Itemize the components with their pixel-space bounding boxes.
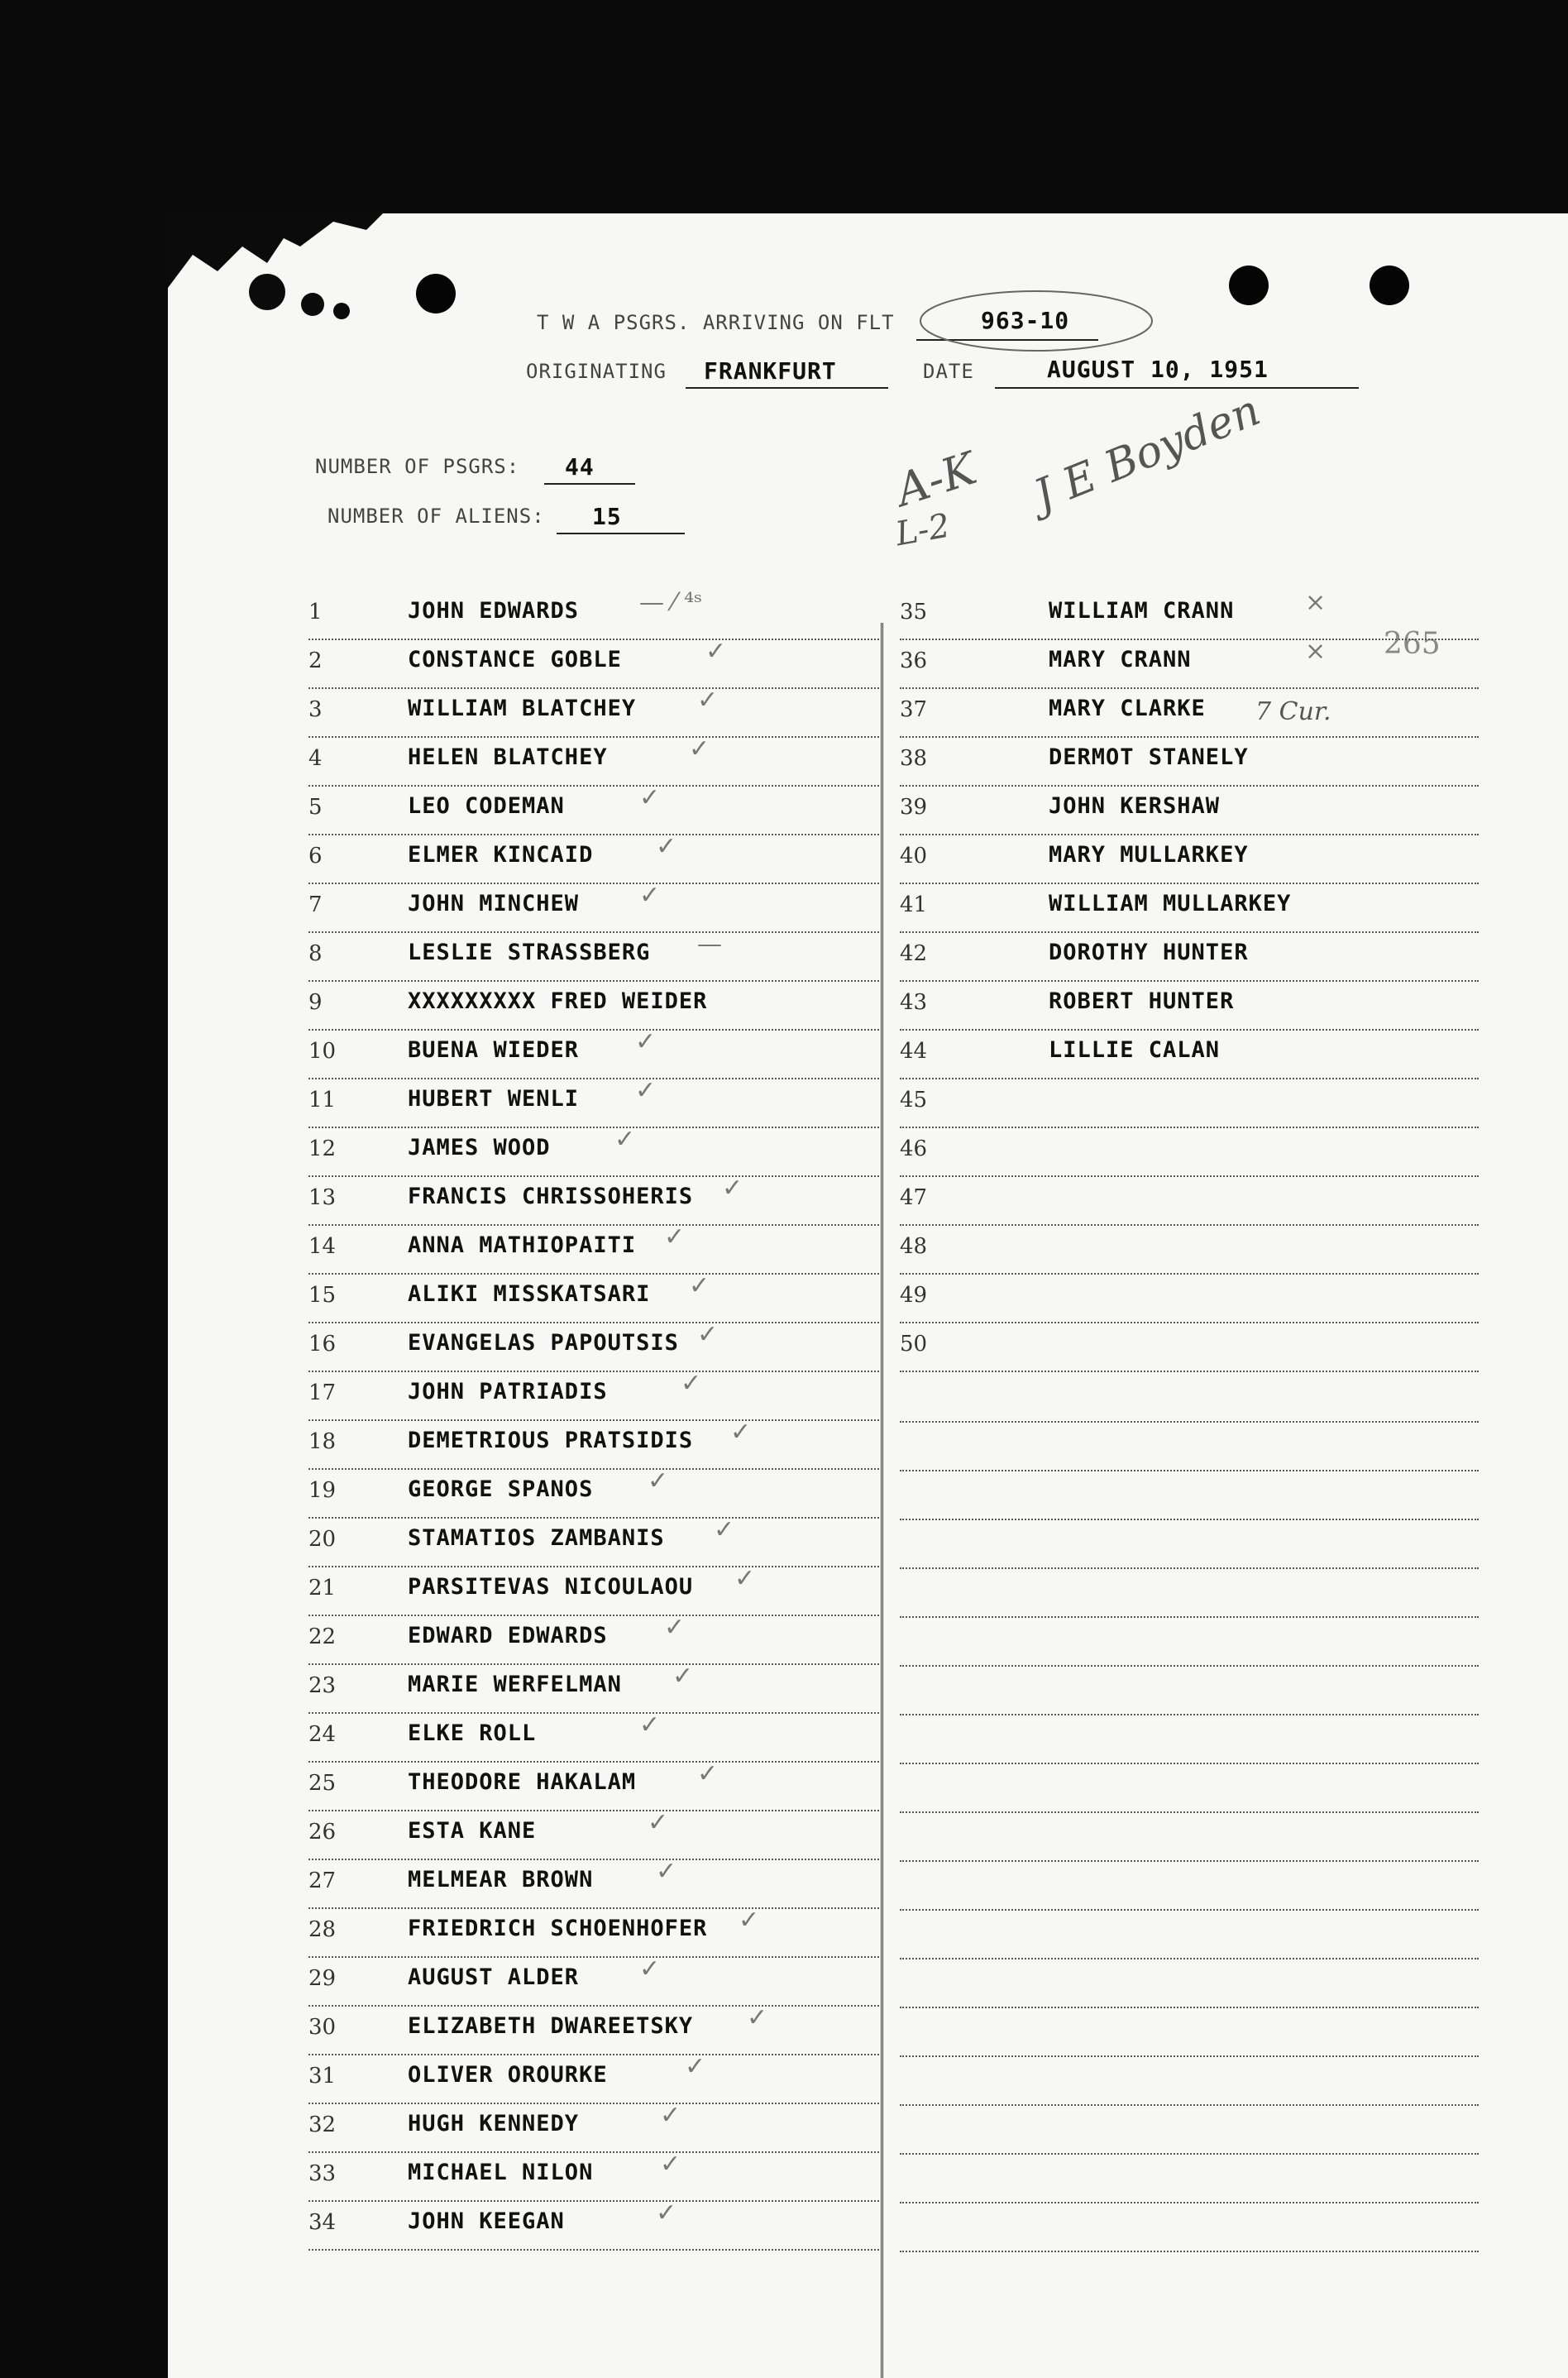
- blank-rule: [900, 2007, 1479, 2008]
- date-value: AUGUST 10, 1951: [1047, 356, 1269, 383]
- passenger-name: ANNA MATHIOPAITI: [408, 1232, 637, 1258]
- checkmark-icon: ✓: [722, 1174, 743, 1203]
- row-number: 47: [900, 1185, 928, 1210]
- passenger-name: PARSITEVAS NICOULAOU: [408, 1574, 694, 1600]
- passenger-name: ELMER KINCAID: [408, 842, 594, 868]
- blank-rule: [900, 1909, 1479, 1911]
- checkmark-icon: ×: [1305, 637, 1327, 666]
- table-row: [900, 1323, 1479, 1372]
- passenger-name: JOHN MINCHEW: [408, 891, 580, 916]
- row-number: 10: [308, 1039, 337, 1064]
- checkmark-icon: — ⁄ ⁴ˢ: [639, 588, 703, 617]
- row-number: 16: [308, 1332, 337, 1356]
- checkmark-icon: ✓: [697, 686, 719, 715]
- row-number: 25: [308, 1771, 337, 1796]
- passenger-name: FRANCIS CHRISSOHERIS: [408, 1184, 694, 1209]
- blank-rule: [900, 1860, 1479, 1862]
- table-row: [308, 1271, 879, 1323]
- date-label: DATE: [923, 360, 974, 383]
- table-row: [308, 2003, 879, 2055]
- row-number: 30: [308, 2015, 337, 2040]
- row-number: 19: [308, 1478, 337, 1503]
- table-row: [308, 2150, 879, 2202]
- checkmark-icon: ✓: [697, 1320, 719, 1349]
- checkmark-icon: ✓: [747, 2003, 768, 2032]
- passenger-name: MARIE WERFELMAN: [408, 1672, 622, 1697]
- checkmark-icon: ✓: [705, 637, 727, 666]
- table-row: [308, 686, 879, 738]
- checkmark-icon: ✓: [697, 1759, 719, 1788]
- row-rule: [900, 1371, 1479, 1372]
- passenger-name: STAMATIOS ZAMBANIS: [408, 1525, 665, 1551]
- checkmark-icon: ✓: [681, 1369, 702, 1398]
- table-row: [900, 787, 1479, 835]
- table-row: [900, 933, 1479, 982]
- checkmark-icon: ✓: [656, 2199, 677, 2227]
- passenger-name: DERMOT STANELY: [1049, 744, 1249, 770]
- passenger-name: ELIZABETH DWAREETSKY: [408, 2013, 694, 2039]
- table-row: [900, 1031, 1479, 1079]
- table-row: [900, 1226, 1479, 1275]
- table-row: [900, 982, 1479, 1031]
- row-number: 1: [308, 600, 323, 624]
- table-row: [308, 1125, 879, 1177]
- row-rule: [308, 2249, 879, 2251]
- table-row: [308, 1467, 879, 1519]
- checkmark-icon: ✓: [656, 832, 677, 861]
- checkmark-icon: ✓: [689, 734, 710, 763]
- handwritten-signature: J E Boyden: [1027, 385, 1268, 521]
- passenger-name: MARY MULLARKEY: [1049, 842, 1249, 868]
- handwritten-note-1: A-K: [889, 442, 982, 517]
- row-number: 48: [900, 1234, 928, 1259]
- table-row: [308, 1320, 879, 1372]
- table-row: [308, 1222, 879, 1275]
- row-number: 12: [308, 1136, 337, 1161]
- checkmark-icon: ✓: [660, 2150, 681, 2179]
- table-row: [900, 1275, 1479, 1323]
- table-row: [308, 1955, 879, 2007]
- passenger-name: ELKE ROLL: [408, 1720, 537, 1746]
- checkmark-icon: ✓: [689, 1271, 710, 1300]
- passenger-name: JOHN KEEGAN: [408, 2208, 565, 2234]
- passenger-name: THEODORE HAKALAM: [408, 1769, 637, 1795]
- row-number: 27: [308, 1868, 337, 1893]
- table-row: [900, 835, 1479, 884]
- passenger-name: LILLIE CALAN: [1049, 1037, 1221, 1063]
- table-row: [308, 637, 879, 689]
- checkmark-icon: ✓: [714, 1515, 735, 1544]
- passenger-name: CONSTANCE GOBLE: [408, 647, 622, 672]
- blank-rule: [900, 2104, 1479, 2106]
- row-number: 31: [308, 2064, 337, 2089]
- passenger-name: WILLIAM CRANN: [1049, 598, 1235, 624]
- psgrs-label: NUMBER OF PSGRS:: [315, 455, 520, 478]
- row-number: 18: [308, 1429, 337, 1454]
- checkmark-icon: ✓: [648, 1808, 669, 1837]
- punch-hole-mid: [1229, 266, 1269, 305]
- blank-rule: [900, 1616, 1479, 1618]
- passenger-name: MARY CRANN: [1049, 647, 1192, 672]
- table-row: [308, 2199, 879, 2251]
- table-row: [308, 930, 879, 982]
- blank-rule: [900, 1567, 1479, 1569]
- table-row: [308, 1369, 879, 1421]
- row-number: 41: [900, 892, 928, 917]
- row-number: 39: [900, 795, 928, 820]
- table-row: [900, 1177, 1479, 1226]
- table-row: [308, 2052, 879, 2104]
- row-number: 17: [308, 1380, 337, 1405]
- passenger-name: MARY CLARKE: [1049, 696, 1206, 721]
- table-row: [308, 1418, 879, 1470]
- row-number: 34: [308, 2210, 337, 2235]
- passenger-name: WILLIAM BLATCHEY: [408, 696, 637, 721]
- table-row: [900, 1128, 1479, 1177]
- passenger-name: HUBERT WENLI: [408, 1086, 580, 1112]
- table-row: [308, 1613, 879, 1665]
- row-number: 14: [308, 1234, 337, 1259]
- checkmark-icon: ✓: [656, 1857, 677, 1886]
- table-row: [900, 884, 1479, 933]
- row-number: 8: [308, 941, 323, 966]
- passenger-name: ESTA KANE: [408, 1818, 537, 1844]
- checkmark-icon: ✓: [639, 881, 661, 910]
- passenger-name: FRIEDRICH SCHOENHOFER: [408, 1916, 708, 1941]
- passenger-name: MICHAEL NILON: [408, 2160, 594, 2185]
- table-row: [308, 1857, 879, 1909]
- aliens-underline: [557, 533, 685, 534]
- passenger-name: BUENA WIEDER: [408, 1037, 580, 1063]
- checkmark-icon: ✓: [639, 1955, 661, 1983]
- row-number: 23: [308, 1673, 337, 1698]
- row-number: 35: [900, 600, 928, 624]
- row-number: 42: [900, 941, 928, 966]
- row-number: 7: [308, 892, 323, 917]
- checkmark-icon: ✓: [635, 1027, 657, 1056]
- table-row: [308, 2101, 879, 2153]
- row-number: 49: [900, 1283, 928, 1308]
- flight-circle: [912, 284, 1160, 358]
- row-number: 43: [900, 990, 928, 1015]
- table-row: [308, 1027, 879, 1079]
- table-row: [308, 1662, 879, 1714]
- table-row: [900, 738, 1479, 787]
- passenger-name: XXXXXXXXX FRED WEIDER: [408, 988, 708, 1014]
- table-row: [308, 588, 879, 640]
- row-number: 3: [308, 697, 323, 722]
- blank-rule: [900, 2055, 1479, 2057]
- column-divider: [881, 623, 883, 2378]
- blank-rule: [900, 2202, 1479, 2203]
- page-stamp-number: 265: [1384, 627, 1441, 661]
- row-number: 15: [308, 1283, 337, 1308]
- torn-corner: [168, 213, 383, 362]
- passenger-name: EVANGELAS PAPOUTSIS: [408, 1330, 679, 1356]
- row-number: 24: [308, 1722, 337, 1747]
- row-number: 29: [308, 1966, 337, 1991]
- table-row: [900, 588, 1479, 640]
- row-number: 38: [900, 746, 928, 771]
- header-line-1: T W A PSGRS. ARRIVING ON FLT: [537, 311, 895, 334]
- table-row: [308, 1515, 879, 1567]
- punch-hole-right: [1370, 266, 1409, 305]
- psgrs-underline: [544, 483, 635, 485]
- row-number: 36: [900, 648, 928, 673]
- aliens-label: NUMBER OF ALIENS:: [327, 505, 545, 528]
- row-number: 22: [308, 1624, 337, 1649]
- row-number: 9: [308, 990, 323, 1015]
- date-underline: [995, 387, 1359, 389]
- passenger-name: LESLIE STRASSBERG: [408, 940, 651, 965]
- passenger-name: HELEN BLATCHEY: [408, 744, 608, 770]
- checkmark-icon: ✓: [734, 1564, 756, 1593]
- table-row: [308, 1076, 879, 1128]
- checkmark-icon: ✓: [672, 1662, 694, 1691]
- blank-rule: [900, 1811, 1479, 1813]
- table-row: [308, 832, 879, 884]
- row-number: 4: [308, 746, 323, 771]
- blank-rule: [900, 1421, 1479, 1423]
- row-number: 28: [308, 1917, 337, 1942]
- passenger-name: DEMETRIOUS PRATSIDIS: [408, 1428, 694, 1453]
- handwritten-margin-note: 7 Cur.: [1255, 697, 1331, 726]
- blank-rule: [900, 1470, 1479, 1471]
- passenger-name: AUGUST ALDER: [408, 1964, 580, 1990]
- originating-city: FRANKFURT: [704, 357, 837, 385]
- row-number: 20: [308, 1527, 337, 1552]
- row-number: 5: [308, 795, 323, 820]
- row-number: 37: [900, 697, 928, 722]
- row-number: 44: [900, 1039, 928, 1064]
- passenger-name: OLIVER OROURKE: [408, 2062, 608, 2088]
- passenger-name: DOROTHY HUNTER: [1049, 940, 1249, 965]
- table-row: [308, 881, 879, 933]
- blank-rule: [900, 1519, 1479, 1520]
- table-row: [308, 1711, 879, 1763]
- checkmark-icon: —: [697, 930, 722, 959]
- passenger-name: GEORGE SPANOS: [408, 1476, 594, 1502]
- checkmark-icon: ✓: [639, 1711, 661, 1739]
- blank-rule: [900, 1714, 1479, 1715]
- checkmark-icon: ✓: [730, 1418, 752, 1447]
- handwritten-note-2: L-2: [892, 506, 954, 554]
- row-number: 40: [900, 844, 928, 868]
- passenger-name: WILLIAM MULLARKEY: [1049, 891, 1292, 916]
- table-row: [308, 1174, 879, 1226]
- originating-label: ORIGINATING: [526, 360, 667, 383]
- table-row: [308, 1564, 879, 1616]
- table-row: [900, 689, 1479, 738]
- passenger-name: JOHN PATRIADIS: [408, 1379, 608, 1404]
- flight-number: 963-10: [981, 307, 1070, 334]
- punch-hole-left: [416, 274, 456, 313]
- psgrs-value: 44: [565, 453, 595, 481]
- table-row: [308, 1808, 879, 1860]
- table-row: [900, 1079, 1479, 1128]
- blank-rule: [900, 1958, 1479, 1959]
- row-number: 21: [308, 1576, 337, 1600]
- row-number: 26: [308, 1820, 337, 1845]
- checkmark-icon: ✓: [635, 1076, 657, 1105]
- row-number: 11: [308, 1088, 337, 1112]
- passenger-name: LEO CODEMAN: [408, 793, 565, 819]
- table-row: [308, 1759, 879, 1811]
- row-number: 45: [900, 1088, 928, 1112]
- passenger-name: JAMES WOOD: [408, 1135, 551, 1160]
- passenger-name: JOHN KERSHAW: [1049, 793, 1221, 819]
- originating-underline: [686, 387, 888, 389]
- checkmark-icon: ✓: [664, 1222, 686, 1251]
- table-row: [308, 982, 879, 1031]
- checkmark-icon: ✓: [614, 1125, 636, 1154]
- table-row: [308, 1906, 879, 1958]
- passenger-name: HUGH KENNEDY: [408, 2111, 580, 2136]
- table-row: [308, 734, 879, 787]
- row-number: 46: [900, 1136, 928, 1161]
- passenger-name: MELMEAR BROWN: [408, 1867, 594, 1892]
- table-row: [900, 637, 1479, 689]
- table-row: [308, 783, 879, 835]
- aliens-value: 15: [592, 503, 622, 530]
- checkmark-icon: ✓: [660, 2101, 681, 2130]
- passenger-name: ROBERT HUNTER: [1049, 988, 1235, 1014]
- blank-rule: [900, 2251, 1479, 2252]
- row-number: 2: [308, 648, 323, 673]
- row-number: 33: [308, 2161, 337, 2186]
- passenger-name: ALIKI MISSKATSARI: [408, 1281, 651, 1307]
- row-number: 13: [308, 1185, 337, 1210]
- checkmark-icon: ✓: [664, 1613, 686, 1642]
- checkmark-icon: ×: [1305, 588, 1327, 617]
- row-number: 50: [900, 1332, 928, 1356]
- passenger-name: JOHN EDWARDS: [408, 598, 580, 624]
- checkmark-icon: ✓: [648, 1467, 669, 1495]
- checkmark-icon: ✓: [739, 1906, 760, 1935]
- passenger-name: EDWARD EDWARDS: [408, 1623, 608, 1648]
- checkmark-icon: ✓: [639, 783, 661, 812]
- blank-rule: [900, 2153, 1479, 2155]
- blank-rule: [900, 1665, 1479, 1667]
- manifest-page: [168, 213, 1568, 2378]
- row-number: 6: [308, 844, 323, 868]
- checkmark-icon: ✓: [685, 2052, 706, 2081]
- blank-rule: [900, 1763, 1479, 1764]
- row-number: 32: [308, 2112, 337, 2137]
